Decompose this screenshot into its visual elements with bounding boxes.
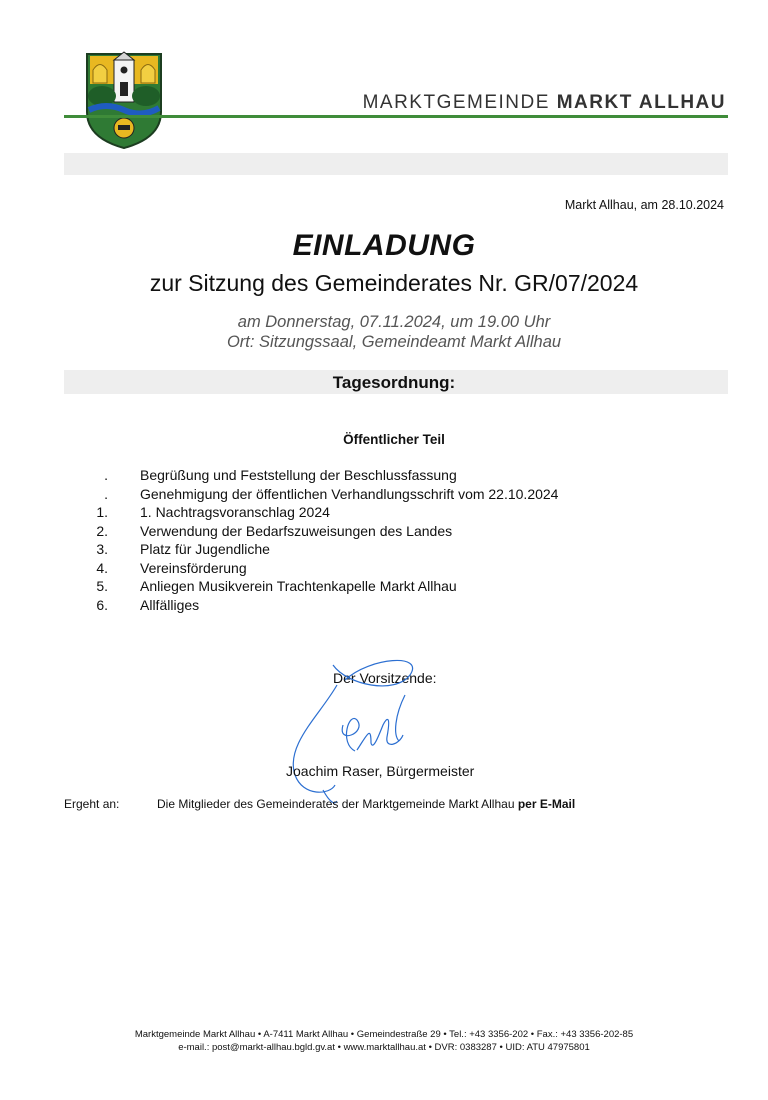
document-subtitle: zur Sitzung des Gemeinderates Nr. GR/07/2024 (149, 270, 639, 296)
organization-name (363, 92, 726, 114)
agenda-item (64, 597, 724, 616)
agenda-item-number: 2. (96, 522, 108, 539)
recipients-label: Ergeht an: (64, 797, 120, 811)
chair-label: Der Vorsitzende: (333, 670, 437, 686)
recipients-channel: per E-Mail (517, 797, 576, 811)
date-line: Markt Allhau, am 28.10.2024 (564, 198, 724, 212)
agenda-list (64, 467, 724, 615)
agenda-item-text: Vereinsförderung (140, 559, 247, 576)
footer-address: Marktgemeinde Markt Allhau • A-7411 Markt Allhau • Gemeindestraße 29 • Tel.: +43 3356-202 • Fax.: +43 3356-202-85 (134, 1029, 634, 1040)
agenda-item-number: 5. (96, 578, 108, 594)
agenda-item (64, 541, 724, 560)
agenda-item (64, 467, 724, 486)
agenda-item-text: Begrüßung und Feststellung der Beschlussfassung (140, 467, 457, 483)
meeting-date: am Donnerstag, 07.11.2024, um 19.00 Uhr (237, 313, 551, 331)
section-title: Öffentlicher Teil (343, 432, 445, 447)
agenda-item (64, 504, 724, 523)
signer-name: Joachim Raser, Bürgermeister (286, 763, 475, 779)
agenda-item-number: 4. (96, 559, 108, 576)
org-title: MARKT ALLHAU (556, 92, 726, 113)
agenda-item-number: 6. (96, 596, 108, 613)
coat-of-arms-icon (84, 50, 164, 150)
org-prefix: MARKTGEMEINDE (362, 92, 550, 113)
agenda-item-text: Allfälliges (140, 596, 200, 613)
agenda-item-number: . (104, 485, 108, 502)
footer-contact: e-mail.: post@markt-allhau.bgld.gv.at • www.marktallhau.at • DVR: 0383287 • UID: ATU 47975801 (178, 1042, 590, 1053)
agenda-item-text: Genehmigung der öffentlichen Verhandlungsschrift vom 22.10.2024 (140, 485, 559, 502)
agenda-item (64, 560, 724, 579)
header-rule (64, 115, 728, 118)
agenda-item-number: 1. (96, 504, 108, 520)
agenda-item-text: Anliegen Musikverein Trachtenkapelle Markt Allhau (140, 578, 457, 594)
signature-icon (275, 655, 450, 805)
agenda-title: Tagesordnung: (332, 373, 456, 392)
meeting-location: Ort: Sitzungssaal, Gemeindeamt Markt Allhau (226, 333, 562, 351)
agenda-item (64, 578, 724, 597)
recipients-body: Die Mitglieder des Gemeinderates der Marktgemeinde Markt Allhau (157, 797, 515, 811)
agenda-item-text: Platz für Jugendliche (140, 541, 270, 557)
agenda-item-text: Verwendung der Bedarfszuweisungen des Landes (140, 522, 453, 539)
agenda-item-text: 1. Nachtragsvoranschlag 2024 (140, 504, 330, 520)
agenda-item-number: 3. (96, 541, 108, 557)
agenda-item (64, 486, 724, 505)
document-title: EINLADUNG (292, 229, 476, 262)
agenda-item (64, 523, 724, 542)
recipients-text (157, 797, 575, 811)
agenda-item-number: . (104, 467, 108, 483)
header-band (64, 153, 728, 175)
